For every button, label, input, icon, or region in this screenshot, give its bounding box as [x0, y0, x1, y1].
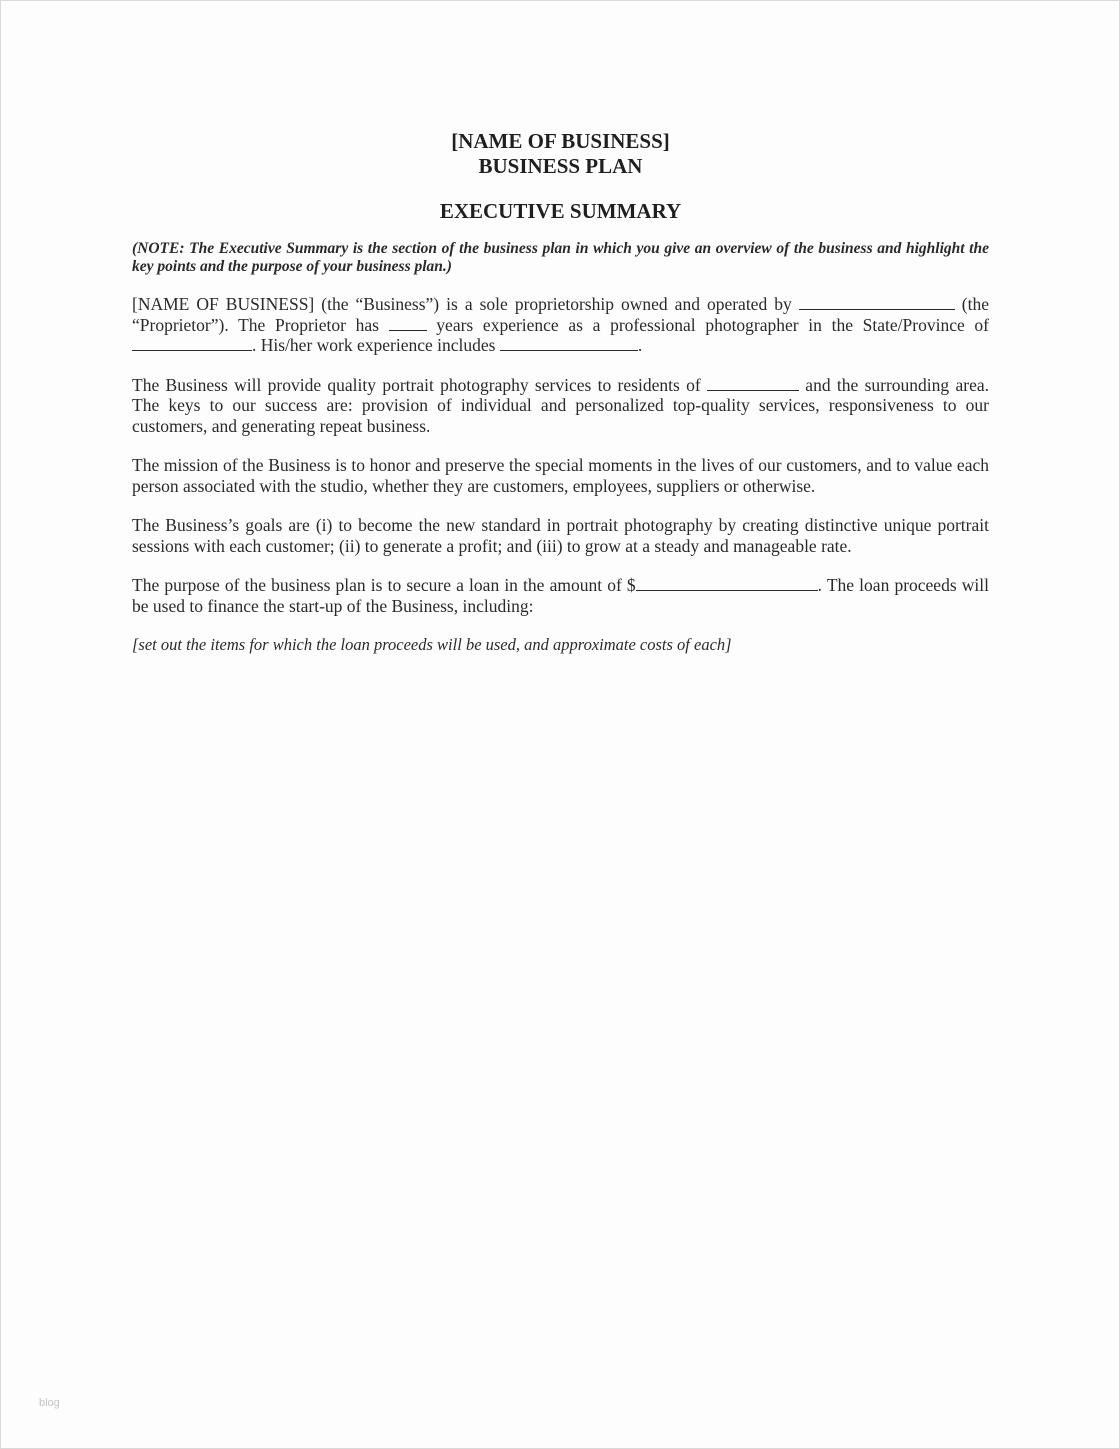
business-plan-title: BUSINESS PLAN [478, 154, 643, 178]
paragraph-purpose-text-1: The purpose of the business plan is to secure a loan in the amount of $ [132, 575, 636, 595]
paragraph-ownership [132, 294, 989, 356]
paragraph-ownership-text-5: . [637, 335, 643, 355]
paragraph-ownership-text-4: . His/her work experience includes [252, 335, 500, 355]
watermark-label: blog [39, 1397, 60, 1409]
executive-summary-heading: EXECUTIVE SUMMARY [439, 199, 682, 223]
paragraph-mission: The mission of the Business is to honor and preserve the special moments in the lives of our customers, and to value each person associated with the studio, whether they are customers, employees, suppliers or otherwise. [132, 455, 989, 496]
loan-items-instruction: [set out the items for which the loan proceeds will be used, and approximate costs of each] [132, 635, 732, 654]
document-content [132, 129, 989, 655]
work-experience-blank[interactable] [500, 336, 638, 351]
paragraph-ownership-text-1: [NAME OF BUSINESS] (the “Business”) is a sole proprietorship owned and operated by [132, 294, 799, 314]
paragraph-purpose [132, 575, 989, 616]
paragraph-ownership-text-3: years experience as a professional photographer in the State/Province of [426, 314, 989, 335]
state-province-blank[interactable] [132, 336, 252, 351]
paragraph-purpose-text-2: . The loan proceeds will be used to finance the start-up of the Business, including: [132, 575, 989, 616]
paragraph-services-text-2: and the surrounding area. The keys to our success are: provision of individual and personalized top-quality services, responsiveness to our customers, and generating repeat business. [132, 374, 989, 436]
loan-amount-blank[interactable] [636, 576, 818, 591]
proprietor-name-blank[interactable] [799, 295, 955, 310]
paragraph-goals: The Business’s goals are (i) to become the new standard in portrait photography by creating distinctive unique portrait sessions with each customer; (ii) to generate a profit; and (iii) to grow at a steady and manageable rate. [132, 515, 989, 556]
business-name-title: [NAME OF BUSINESS] [451, 129, 670, 153]
executive-summary-note: (NOTE: The Executive Summary is the section of the business plan in which you give an overview of the business and highlight the key points and the purpose of your business plan.) [132, 240, 989, 275]
paragraph-ownership-text-2: (the “Proprietor”). The Proprietor has [132, 294, 989, 335]
paragraph-services-text-1: The Business will provide quality portrait photography services to residents of [132, 374, 707, 395]
paragraph-services [132, 375, 989, 437]
years-experience-blank[interactable] [389, 316, 427, 331]
residents-location-blank[interactable] [707, 376, 799, 391]
